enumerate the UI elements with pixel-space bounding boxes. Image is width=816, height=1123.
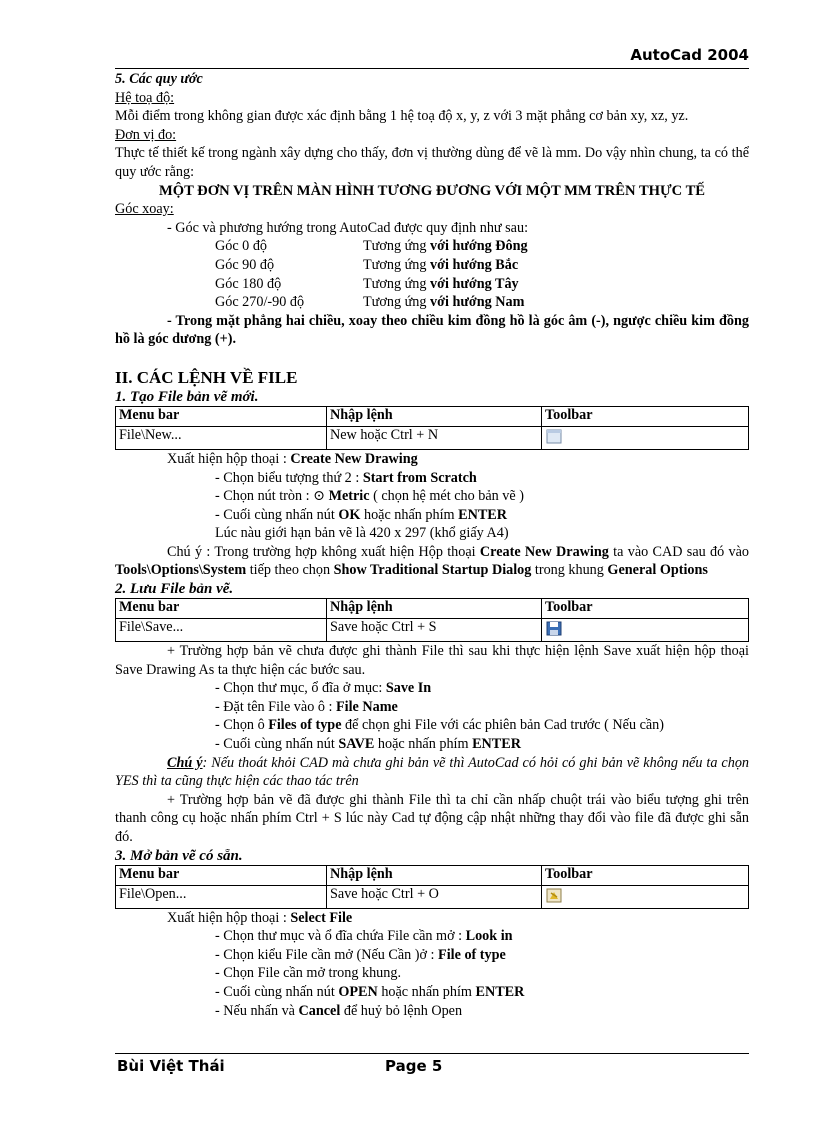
coord-label: Hệ toạ độ: [115,89,175,106]
footer-page-number: Page 5 [385,1057,443,1075]
save-note: Chú ý: Nếu thoát khỏi CAD mà chưa ghi bản vẽ thì AutoCad có hỏi có ghi bản vẽ không nếu ta chọn YES thì ta cũng thực hiện các thao tác trên [115,754,750,790]
rotate-intro: - Góc và phương hướng trong AutoCad được quy định như sau: [167,219,529,236]
header-menu: Menu bar [116,406,327,426]
page-content [115,70,749,1020]
new-note: Chú ý : Trong trường hợp không xuất hiện Hộp thoại Create New Drawing ta vào CAD sau đó vào Tools\Options\System tiếp theo chọn Show Traditional Startup Dialog trong khung General Options [115,543,750,579]
angle-prefix: Tương ứng [363,275,431,292]
coord-text: Mỗi điểm trong không gian được xác định bằng 1 hệ toạ độ x, y, z với 3 mặt phẳng cơ bản xy, xz, yz. [115,108,689,125]
toolbar-cell [542,885,749,908]
angle-direction: với hướng Nam [430,294,525,311]
new-step-3: - Cuối cùng nhấn nút OK hoặc nhấn phím ENTER [215,506,508,523]
table-header-row [116,599,749,619]
menu-cell: File\New... [116,426,327,449]
angle-prefix: Tương ứng [363,256,431,273]
unit-text: Thực tế thiết kế trong ngành xây dựng cho thấy, đơn vị thường dùng để vẽ là mm. Do vậy nhìn chung, ta có thể quy ước rằng: [115,145,749,180]
section-5-title: 5. Các quy ước [115,71,203,87]
angle-prefix: Tương ứng [363,294,431,311]
save-step-4: - Cuối cùng nhấn nút SAVE hoặc nhấn phím ENTER [215,736,521,753]
header-menu: Menu bar [116,599,327,619]
angle-value: Góc 180 độ [215,275,282,292]
table-row [116,619,749,642]
header-cmd: Nhập lệnh [327,599,542,619]
cmd-cell: Save hoặc Ctrl + O [327,885,542,908]
new-file-table [115,406,749,450]
header-toolbar: Toolbar [542,406,749,426]
open-step-4: - Cuối cùng nhấn nút OPEN hoặc nhấn phím ENTER [215,983,525,1000]
unit-rule: MỘT ĐƠN VỊ TRÊN MÀN HÌNH TƯƠNG ĐƯƠNG VỚI MỘT MM TRÊN THỰC TẾ [158,182,706,199]
new-file-icon[interactable] [545,429,563,444]
new-step-4: Lúc nàu giới hạn bản vẽ là 420 x 297 (khổ giấy A4) [215,525,509,542]
header-rule [115,68,749,69]
save-case-2: + Trường hợp bản vẽ đã được ghi thành File thì ta chỉ cần nhấp chuột trái vào biểu tượng ghi trên thanh công cụ hoặc nhấn phím Ctrl + S lúc này Cad tự động cập nhật những thay đổi vào file đã được ghi sẵn đó. [115,791,749,845]
table-header-row [116,865,749,885]
table-row [116,426,749,449]
footer-rule [115,1053,749,1054]
angle-value: Góc 90 độ [215,256,275,273]
cmd-cell: New hoặc Ctrl + N [327,426,542,449]
new-step-2: - Chọn nút tròn : ⊙ Metric ( chọn hệ mét cho bản vẽ ) [215,488,524,505]
angle-prefix: Tương ứng [363,238,431,255]
save-file-title: 2. Lưu File bản vẽ. [115,581,234,598]
save-step-2: - Đặt tên File vào ô : File Name [215,698,398,715]
new-dialog-line: Xuất hiện hộp thoại : Create New Drawing [167,450,418,467]
angle-direction: với hướng Tây [430,275,519,292]
toolbar-cell [542,619,749,642]
new-step-1: - Chọn biểu tượng thứ 2 : Start from Scratch [215,469,477,486]
header-cmd: Nhập lệnh [327,865,542,885]
open-step-3: - Chọn File cần mở trong khung. [215,965,402,982]
save-step-1: - Chọn thư mục, ổ đĩa ở mục: Save In [215,680,432,697]
new-file-title: 1. Tạo File bản vẽ mới. [115,388,259,405]
open-step-2: - Chọn kiểu File cần mở (Nếu Cần )ở : File of type [215,946,506,963]
angle-direction: với hướng Bắc [430,256,519,273]
open-step-1: - Chọn thư mục và ổ đĩa chứa File cần mở : Look in [215,928,513,945]
header-menu: Menu bar [116,865,327,885]
open-file-table [115,865,749,909]
save-step-3: - Chọn ô Files of type để chọn ghi File với các phiên bản Cad trước ( Nếu cần) [215,717,664,734]
header-title: AutoCad 2004 [630,46,749,64]
header-toolbar: Toolbar [542,599,749,619]
footer-author: Bùi Việt Thái [117,1057,225,1075]
save-disk-icon[interactable] [545,621,563,636]
rotate-rule: - Trong mặt phẳng hai chiều, xoay theo chiều kim đồng hồ là góc âm (-), ngược chiều kim đồng hồ là góc dương (+). [115,312,749,348]
header-cmd: Nhập lệnh [327,406,542,426]
header-toolbar: Toolbar [542,865,749,885]
angle-value: Góc 0 độ [215,238,268,255]
open-file-title: 3. Mở bản vẽ có sẵn. [115,847,243,864]
angle-row-1 [115,256,749,275]
menu-cell: File\Open... [116,885,327,908]
chapter-2-title: II. CÁC LỆNH VỀ FILE [115,367,298,387]
open-folder-icon[interactable] [545,888,563,903]
unit-label: Đơn vị đo: [115,126,177,143]
cmd-cell: Save hoặc Ctrl + S [327,619,542,642]
rotate-label: Góc xoay: [115,201,174,218]
angle-row-0 [115,237,749,256]
toolbar-cell [542,426,749,449]
save-file-table [115,598,749,642]
angle-row-2 [115,275,749,294]
table-header-row [116,406,749,426]
save-case-1: + Trường hợp bản vẽ chưa được ghi thành File thì sau khi thực hiện lệnh Save xuất hiện hộp thoại Save Drawing As ta thực hiện các bước sau. [115,643,749,678]
angle-row-3 [115,293,749,312]
angle-direction: với hướng Đông [430,238,528,255]
angle-value: Góc 270/-90 độ [215,294,305,311]
table-row [116,885,749,908]
open-step-5: - Nếu nhấn và Cancel để huỷ bỏ lệnh Open [215,1002,463,1019]
open-dialog-line: Xuất hiện hộp thoại : Select File [167,909,353,926]
menu-cell: File\Save... [116,619,327,642]
